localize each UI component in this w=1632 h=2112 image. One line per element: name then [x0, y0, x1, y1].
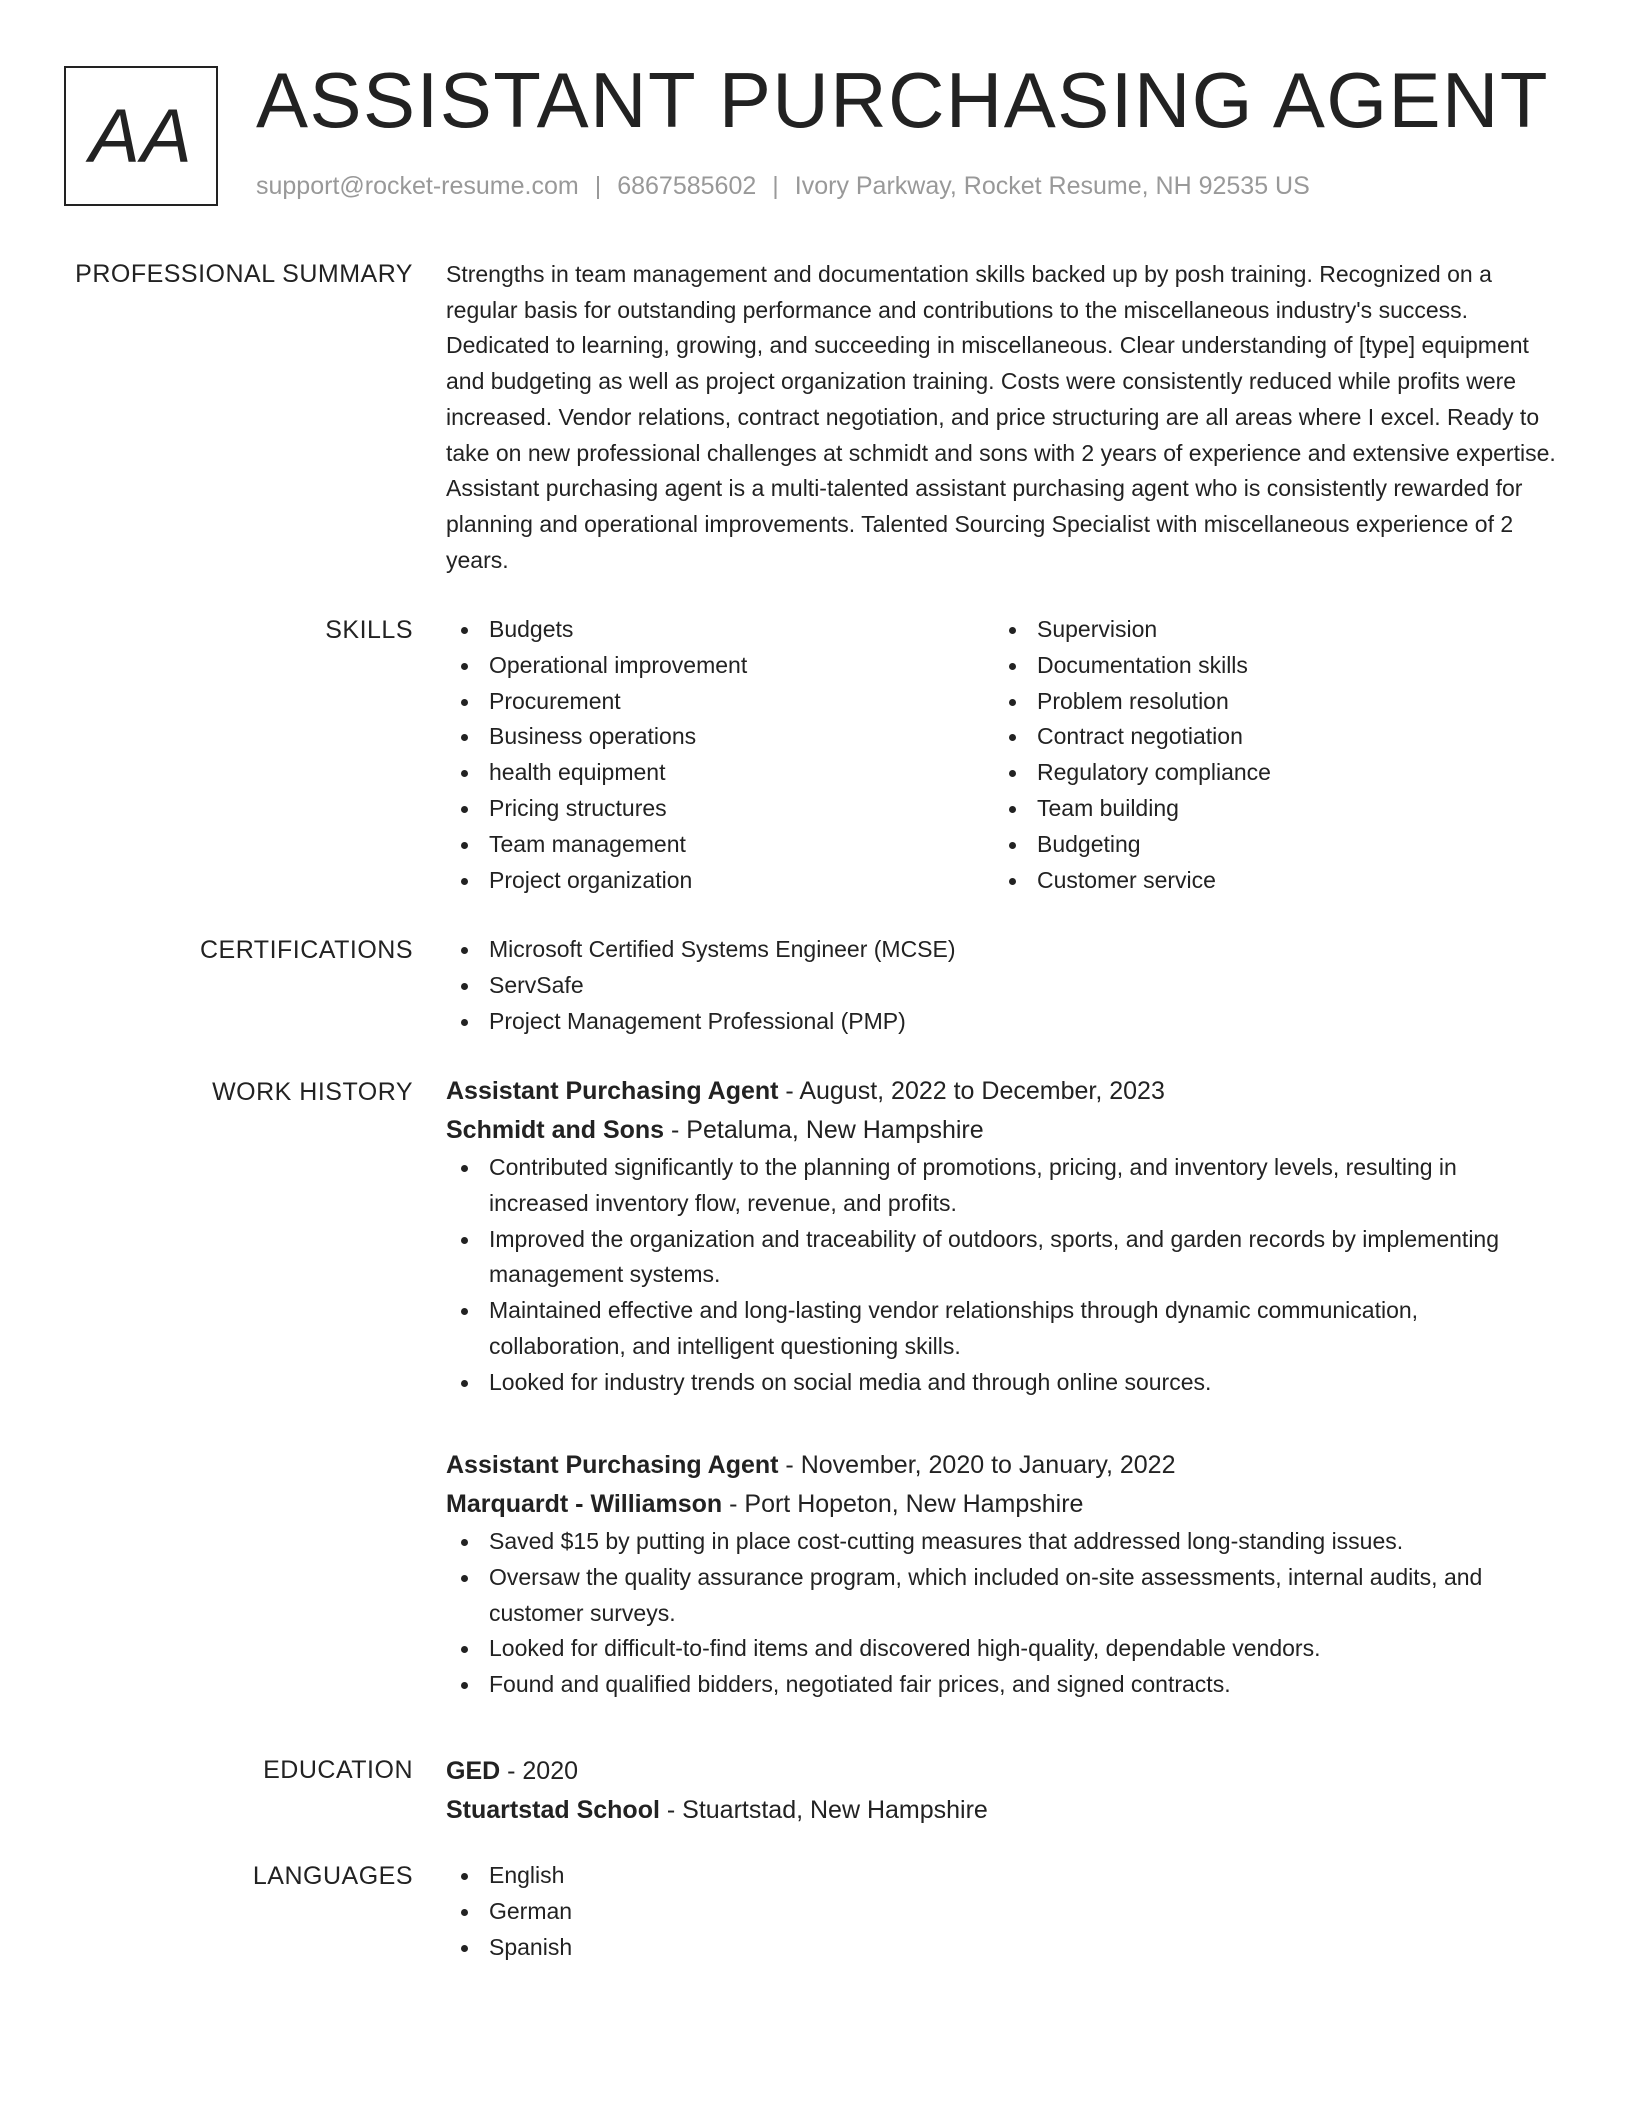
- list-item: Team building: [994, 791, 1542, 827]
- list-item: Budgeting: [994, 827, 1542, 863]
- list-item: German: [446, 1894, 1556, 1930]
- list-item: Contract negotiation: [994, 719, 1542, 755]
- job-title-line: [446, 1446, 1556, 1485]
- school-name: Stuartstad School: [446, 1796, 660, 1824]
- skills-list-left: [446, 612, 994, 898]
- job-company: Marquardt - Williamson: [446, 1490, 723, 1518]
- job-entry: [446, 1072, 1556, 1401]
- resume-title: ASSISTANT PURCHASING AGENT: [256, 56, 1550, 144]
- list-item: Found and qualified bidders, negotiated fair prices, and signed contracts.: [446, 1667, 1556, 1703]
- job-location: - Petaluma, New Hampshire: [664, 1116, 984, 1144]
- list-item: Contributed significantly to the planning of promotions, pricing, and inventory levels, resulting in increased inventory flow, revenue, and profits.: [446, 1150, 1556, 1222]
- school-line: [446, 1791, 1556, 1830]
- skills-list-right: [994, 612, 1542, 898]
- list-item: Supervision: [994, 612, 1542, 648]
- degree-line: [446, 1752, 1556, 1791]
- list-item: Operational improvement: [446, 648, 994, 684]
- contact-phone[interactable]: 6867585602: [617, 172, 757, 200]
- languages-list: [446, 1858, 1556, 1965]
- list-item: Problem resolution: [994, 684, 1542, 720]
- list-item: Procurement: [446, 684, 994, 720]
- job-duties-list: [446, 1150, 1556, 1401]
- list-item: Pricing structures: [446, 791, 994, 827]
- job-title: Assistant Purchasing Agent: [446, 1451, 779, 1479]
- job-company-line: [446, 1485, 1556, 1524]
- work-history-heading: WORK HISTORY: [212, 1078, 413, 1106]
- list-item: Saved $15 by putting in place cost-cutting measures that addressed long-standing issues.: [446, 1524, 1556, 1560]
- summary-heading: PROFESSIONAL SUMMARY: [75, 260, 413, 288]
- list-item: Documentation skills: [994, 648, 1542, 684]
- list-item: Project organization: [446, 863, 994, 899]
- job-company: Schmidt and Sons: [446, 1116, 665, 1144]
- languages-heading: LANGUAGES: [252, 1862, 413, 1890]
- certifications-list: [446, 932, 1556, 1039]
- job-location: - Port Hopeton, New Hampshire: [722, 1490, 1084, 1518]
- list-item: Improved the organization and traceability of outdoors, sports, and garden records by implementing management systems.: [446, 1222, 1556, 1294]
- job-duties-list: [446, 1524, 1556, 1703]
- monogram-initials: AA: [89, 93, 193, 179]
- list-item: English: [446, 1858, 1556, 1894]
- school-location: - Stuartstad, New Hampshire: [659, 1796, 988, 1824]
- list-item: Microsoft Certified Systems Engineer (MCSE): [446, 932, 1556, 968]
- list-item: Budgets: [446, 612, 994, 648]
- job-entry: [446, 1446, 1556, 1703]
- list-item: Team management: [446, 827, 994, 863]
- job-title: Assistant Purchasing Agent: [446, 1077, 779, 1105]
- list-item: ServSafe: [446, 968, 1556, 1004]
- list-item: Maintained effective and long-lasting vendor relationships through dynamic communication, collaboration, and intelligent questioning skills.: [446, 1293, 1556, 1365]
- job-dates: - November, 2020 to January, 2022: [778, 1451, 1176, 1479]
- list-item: health equipment: [446, 755, 994, 791]
- list-item: Project Management Professional (PMP): [446, 1004, 1556, 1040]
- list-item: Looked for difficult-to-find items and discovered high-quality, dependable vendors.: [446, 1631, 1556, 1667]
- list-item: Business operations: [446, 719, 994, 755]
- monogram-box: [64, 66, 218, 206]
- job-company-line: [446, 1111, 1556, 1150]
- degree: GED: [446, 1757, 501, 1785]
- contact-line: [256, 172, 1310, 201]
- skills-heading: SKILLS: [325, 616, 413, 644]
- list-item: Regulatory compliance: [994, 755, 1542, 791]
- job-dates: - August, 2022 to December, 2023: [778, 1077, 1165, 1105]
- list-item: Spanish: [446, 1930, 1556, 1966]
- contact-email[interactable]: support@rocket-resume.com: [256, 172, 579, 200]
- education-heading: EDUCATION: [263, 1756, 413, 1784]
- degree-year: - 2020: [500, 1757, 579, 1785]
- certifications-heading: CERTIFICATIONS: [199, 936, 413, 964]
- list-item: Oversaw the quality assurance program, which included on-site assessments, internal audits, and customer surveys.: [446, 1560, 1556, 1632]
- summary-text: Strengths in team management and documentation skills backed up by posh training. Recognized on a regular basis for outstanding performance and contributions to the miscellaneous industry's success. Dedicated to learning, growing, and succeeding in miscellaneous. Clear understanding of [type] equipment and budgeting as well as project organization training. Costs were consistently reduced while profits were increased. Vendor relations, contract negotiation, and price structuring are all areas where I excel. Ready to take on new professional challenges at schmidt and sons with 2 years of experience and extensive expertise. Assistant purchasing agent is a multi-talented assistant purchasing agent who is consistently rewarded for planning and operational improvements. Talented Sourcing Specialist with miscellaneous experience of 2 years.: [446, 261, 1556, 573]
- list-item: Customer service: [994, 863, 1542, 899]
- job-title-line: [446, 1072, 1556, 1111]
- list-item: Looked for industry trends on social media and through online sources.: [446, 1365, 1556, 1401]
- contact-address: Ivory Parkway, Rocket Resume, NH 92535 US: [794, 172, 1310, 200]
- contact-separator: |: [594, 172, 602, 200]
- contact-separator: |: [772, 172, 779, 200]
